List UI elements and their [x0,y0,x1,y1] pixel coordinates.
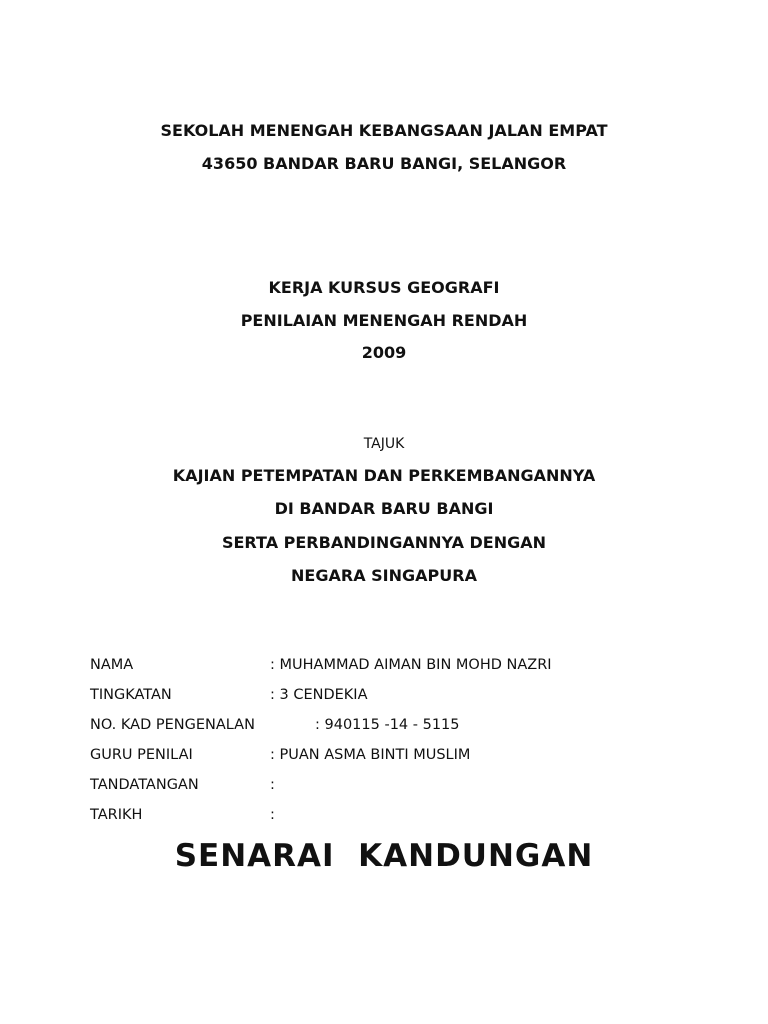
topic-line-3: SERTA PERBANDINGANNYA DENGAN [221,533,547,552]
topic-line-4: NEGARA SINGAPURA [291,566,477,585]
detail-label: NO. KAD PENGENALAN [90,717,255,733]
course-year: 2009 [361,343,407,362]
topic-line-1: KAJIAN PETEMPATAN DAN PERKEMBANGANNYA [172,466,596,485]
detail-label: NAMA [90,657,134,673]
detail-value: : MUHAMMAD AIMAN BIN MOHD NAZRI [270,657,552,673]
topic-line-2: DI BANDAR BARU BANGI [274,499,494,518]
detail-value: : 940115 -14 - 5115 [315,717,460,733]
detail-value: : [270,777,275,793]
school-name: SEKOLAH MENENGAH KEBANGSAAN JALAN EMPAT [160,121,608,140]
detail-label: TINGKATAN [90,687,172,703]
detail-value: : [270,807,275,823]
detail-label: TANDATANGAN [90,777,199,793]
detail-label: TARIKH [90,807,143,823]
course-assessment: PENILAIAN MENENGAH RENDAH [240,311,528,330]
detail-label: GURU PENILAI [90,747,193,763]
topic-label: TAJUK [363,436,405,452]
detail-value: : 3 CENDEKIA [270,687,368,703]
course-title: KERJA KURSUS GEOGRAFI [268,278,500,297]
contents-heading: SENARAI KANDUNGAN [174,838,594,874]
detail-value: : PUAN ASMA BINTI MUSLIM [270,747,471,763]
school-address: 43650 BANDAR BARU BANGI, SELANGOR [201,154,567,173]
